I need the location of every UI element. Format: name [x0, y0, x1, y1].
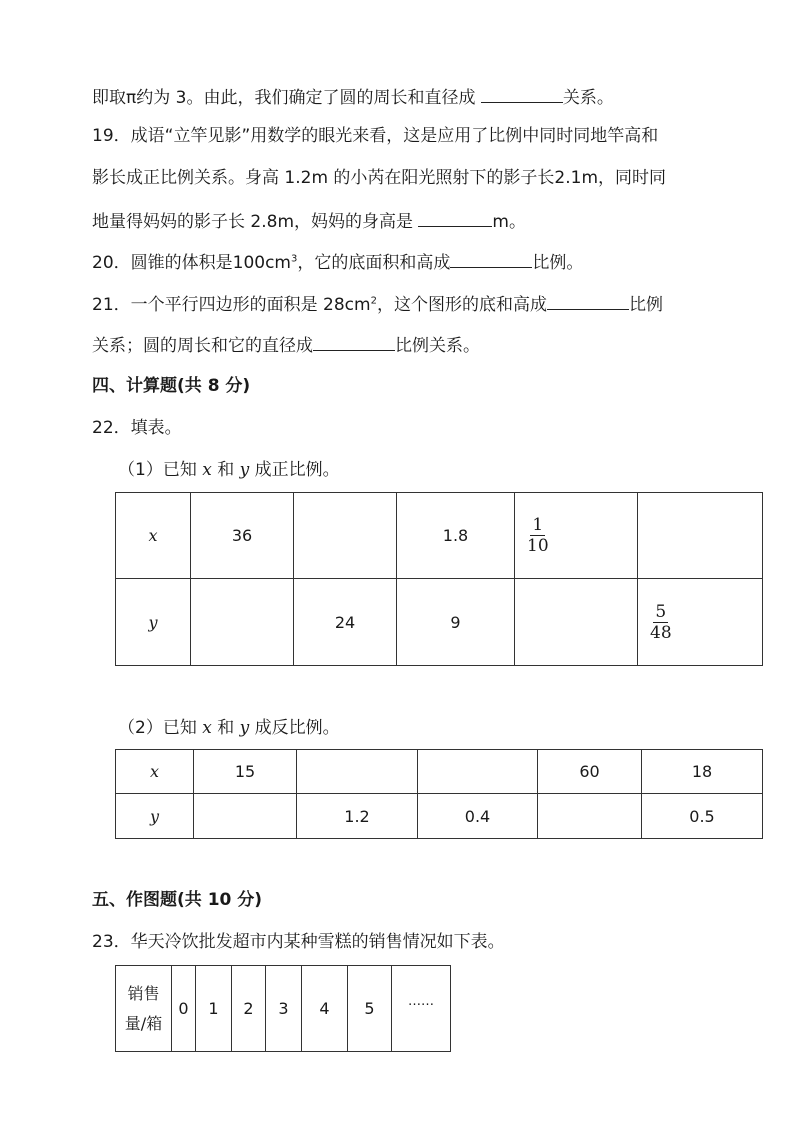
- text: m。: [492, 212, 526, 232]
- table-row-x: [116, 750, 763, 794]
- question-21-line-1: [92, 291, 663, 317]
- question-21-line-2: [92, 332, 480, 358]
- numerator: 5: [655, 601, 667, 622]
- text: 比例。: [532, 253, 584, 273]
- fraction: [525, 515, 551, 556]
- text: 影长成正比例关系。身高 1.2m 的小芮在阳光照射下的影子长2.1m，同时同: [92, 168, 666, 188]
- table-cell: 15: [194, 750, 297, 794]
- text: 关系；圆的周长和它的直径成: [92, 336, 313, 356]
- question-20: [92, 249, 583, 275]
- text: 比例: [628, 295, 663, 315]
- table-cell-blank[interactable]: [538, 794, 642, 839]
- table-cell: 9: [397, 579, 515, 666]
- table-inverse-proportion: [115, 749, 763, 839]
- text: （2）已知: [118, 718, 203, 738]
- table-cell: 0: [172, 966, 196, 1052]
- header-text: 量/箱: [124, 1013, 163, 1033]
- section-4-heading: 四、计算题(共 8 分): [92, 376, 251, 396]
- answer-blank[interactable]: [313, 332, 395, 351]
- part-1-prompt: [118, 458, 340, 482]
- variable-x: x: [202, 460, 212, 480]
- table-row-x: [116, 493, 763, 579]
- sales-table: [115, 965, 451, 1052]
- table-cell: 0.4: [418, 794, 538, 839]
- row-label-x: x: [116, 750, 194, 794]
- table-cell: 4: [302, 966, 348, 1052]
- text: 地量得妈妈的影子长 2.8m，妈妈的身高是: [92, 212, 419, 232]
- question-19-line-3: [92, 208, 526, 234]
- table-cell-blank[interactable]: [515, 579, 638, 666]
- table-cell: 60: [538, 750, 642, 794]
- row-header: [116, 966, 172, 1052]
- table-cell: 1.2: [297, 794, 418, 839]
- table-cell: 1: [196, 966, 232, 1052]
- denominator: 48: [650, 622, 672, 643]
- text: 和: [211, 460, 240, 480]
- table-cell: 5: [348, 966, 392, 1052]
- answer-blank[interactable]: [418, 208, 492, 227]
- text: ，它的底面积和高成: [297, 253, 451, 273]
- table-cell-blank[interactable]: [297, 750, 418, 794]
- row-label-x: x: [116, 493, 191, 579]
- answer-blank[interactable]: [450, 249, 532, 268]
- table-cell-blank[interactable]: [294, 493, 397, 579]
- table-cell: 36: [191, 493, 294, 579]
- table-cell: 3: [266, 966, 302, 1052]
- row-label-y: y: [116, 794, 194, 839]
- line-pi-relation: [92, 84, 614, 110]
- question-23: 23．华天冷饮批发超市内某种雪糕的销售情况如下表。: [92, 932, 505, 952]
- numerator: 1: [532, 515, 544, 535]
- table-row-y: [116, 579, 763, 666]
- text: ，这个图形的底和高成: [376, 295, 547, 315]
- text: 成反比例。: [249, 718, 340, 738]
- table-row: [116, 966, 451, 1052]
- text: 21．一个平行四边形的面积是 28cm: [92, 295, 371, 315]
- text: 即取π约为 3。由此，我们确定了圆的周长和直径成: [92, 88, 481, 108]
- question-19-line-2: [92, 166, 666, 190]
- table-direct-proportion: [115, 492, 763, 666]
- answer-blank[interactable]: [547, 291, 629, 310]
- text: 19．成语“立竿见影”用数学的眼光来看，这是应用了比例中同时同地竿高和: [92, 126, 659, 146]
- variable-y: y: [239, 718, 250, 738]
- table-cell: 2: [232, 966, 266, 1052]
- table-cell-blank[interactable]: [191, 579, 294, 666]
- part-2-prompt: [118, 716, 340, 740]
- table-cell-fraction: [638, 579, 763, 666]
- header-text: 销售: [127, 983, 160, 1003]
- question-22: 22．填表。: [92, 418, 182, 438]
- table-cell: 18: [642, 750, 763, 794]
- variable-x: x: [202, 718, 212, 738]
- text: （1）已知: [118, 460, 203, 480]
- table-cell-blank[interactable]: [194, 794, 297, 839]
- table-cell-blank[interactable]: [638, 493, 763, 579]
- table-cell-fraction: [515, 493, 638, 579]
- table-cell: 24: [294, 579, 397, 666]
- superscript: 3: [291, 253, 298, 265]
- answer-blank[interactable]: [481, 84, 563, 103]
- text: 和: [211, 718, 240, 738]
- text: 比例关系。: [395, 336, 480, 356]
- table-cell-blank[interactable]: [418, 750, 538, 794]
- row-label-y: y: [116, 579, 191, 666]
- table-cell: 1.8: [397, 493, 515, 579]
- table-row-y: [116, 794, 763, 839]
- superscript: 2: [370, 295, 377, 307]
- text: 成正比例。: [249, 460, 340, 480]
- question-19-line-1: [92, 124, 658, 148]
- section-5-heading: 五、作图题(共 10 分): [92, 890, 263, 910]
- denominator: 10: [527, 536, 549, 556]
- fraction: [648, 602, 674, 643]
- table-cell-ellipsis: ……: [392, 966, 451, 1052]
- table-cell: 0.5: [642, 794, 763, 839]
- text: 20．圆锥的体积是100cm: [92, 253, 291, 273]
- text: 关系。: [562, 88, 614, 108]
- variable-y: y: [239, 460, 250, 480]
